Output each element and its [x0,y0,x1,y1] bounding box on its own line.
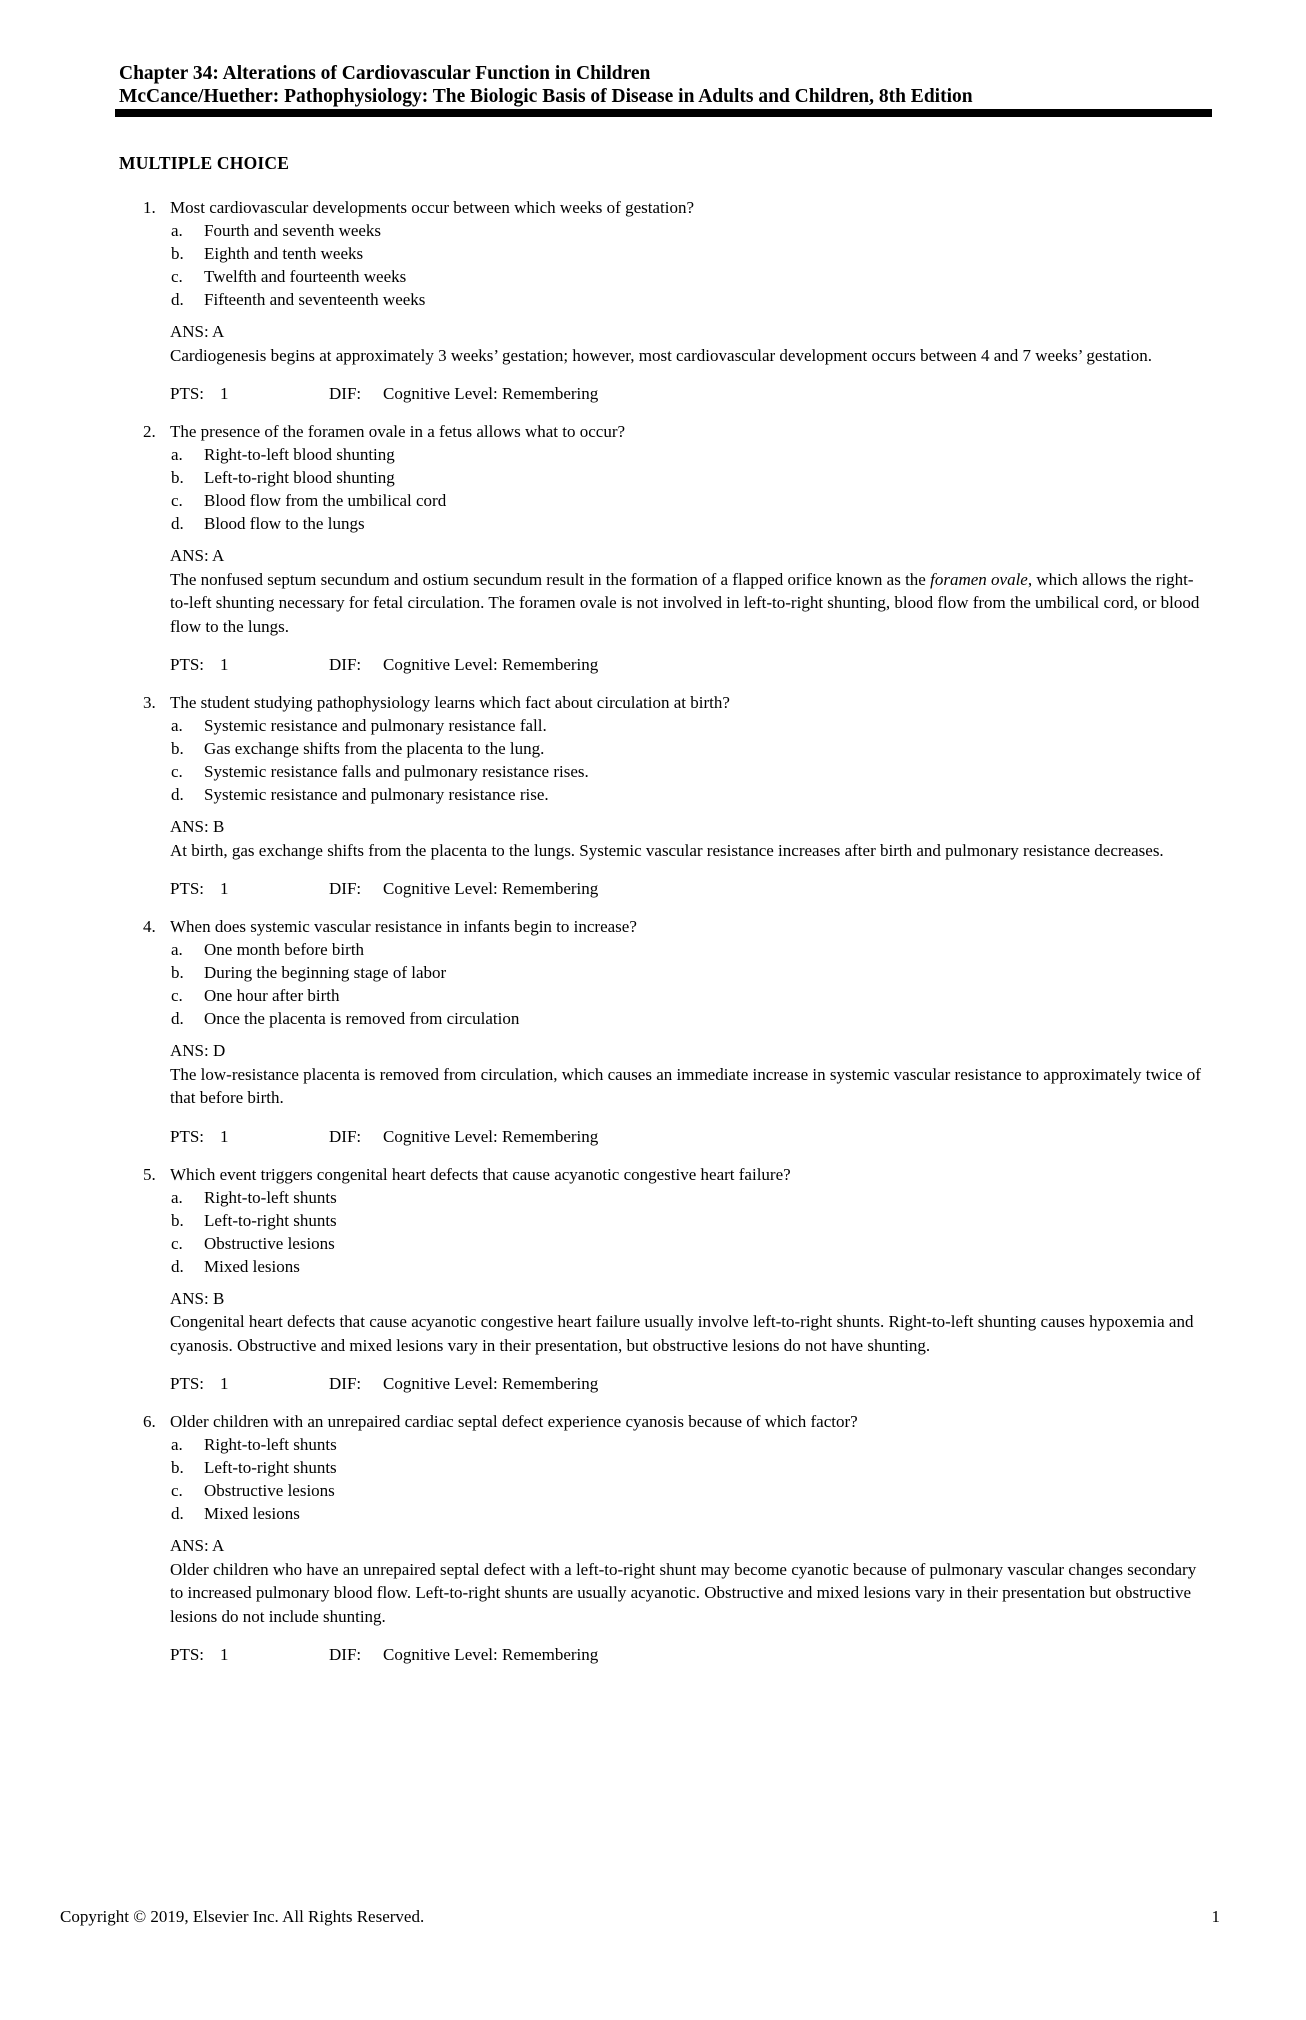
option-c [0,1232,1306,1255]
difficulty-value: Cognitive Level: Remembering [383,1126,599,1146]
question-stem: The presence of the foramen ovale in a fetus allows what to occur? [170,422,626,441]
question-stem: Older children with an unrepaired cardiac septal defect experience cyanosis because of which factor? [170,1412,858,1431]
answer-key: ANS: B [170,817,225,836]
question-2 [0,420,1306,676]
difficulty-value: Cognitive Level: Remembering [383,879,599,898]
question-stem: Which event triggers congenital heart defects that cause acyanotic congestive heart failure? [170,1164,791,1184]
rationale-text: , which allows the right-to-left shunting necessary for fetal circulation. The foramen ovale is not involved in left-to-right shunting, blood flow from the umbilical cord, or blood flow to the lungs. [170,569,1200,636]
difficulty-value: Cognitive Level: Remembering [383,1374,599,1393]
rationale: Older children who have an unrepaired septal defect with a left-to-right shunt may become cyanotic because of pulmonary vascular changes secondary to increased pulmonary blood flow. Left-to-right shunts are usually acyanotic. Obstructive and mixed lesions vary in their presentation but obstructive lesions do not include shunting. [170,1559,1197,1626]
option-text: Left-to-right blood shunting [204,468,395,487]
option-letter: d. [171,785,184,804]
section-title: MULTIPLE CHOICE [119,153,290,173]
points-label: PTS: [170,384,205,403]
question-number: 5. [143,1164,156,1184]
option-c [0,1479,1306,1502]
option-text: Blood flow from the umbilical cord [204,491,447,510]
option-text: One month before birth [204,940,365,959]
difficulty-label: DIF: [329,655,362,674]
option-b [0,1209,1306,1232]
difficulty-label: DIF: [329,1374,362,1393]
option-text: Blood flow to the lungs [204,514,365,533]
question-stem: When does systemic vascular resistance in infants begin to increase? [170,917,637,936]
answer-options [0,938,1306,1030]
option-text: Left-to-right shunts [204,1458,337,1477]
option-letter: c. [171,491,183,510]
option-text: Right-to-left shunts [204,1435,337,1454]
points-value: 1 [220,879,229,898]
option-letter: a. [171,716,183,735]
rationale: Cardiogenesis begins at approximately 3 weeks’ gestation; however, most cardiovascular development occurs between 4 and 7 weeks’ gestation. [170,345,1153,365]
page-header [119,62,1209,108]
points-difficulty [0,653,1306,676]
points-label: PTS: [170,655,205,674]
answer-block [0,544,1210,638]
option-d [0,1007,1306,1030]
answer-options [0,443,1306,535]
points-label: PTS: [170,1126,205,1146]
copyright-notice: Copyright © 2019, Elsevier Inc. All Rights Reserved. [60,1907,425,1926]
option-text: Right-to-left shunts [204,1187,337,1207]
difficulty-value: Cognitive Level: Remembering [383,655,599,674]
option-text: Obstructive lesions [204,1481,335,1500]
option-letter: d. [171,290,184,309]
question-3 [0,691,1306,900]
difficulty-label: DIF: [329,384,362,403]
rationale: At birth, gas exchange shifts from the placenta to the lungs. Systemic vascular resistance increases after birth and pulmonary resistance decreases. [170,840,1164,860]
option-d [0,512,1306,535]
page-number: 1 [1211,1907,1220,1926]
answer-options [0,219,1306,311]
option-a [0,443,1306,466]
answer-key: ANS: B [170,1288,225,1308]
option-letter: b. [171,1458,184,1477]
points-difficulty [0,1372,1306,1395]
option-text: Obstructive lesions [204,1233,335,1253]
rationale-text: The nonfused septum secundum and ostium secundum result in the formation of a flapped orifice known as the [170,569,931,589]
question-stem: The student studying pathophysiology learns which fact about circulation at birth? [170,693,730,712]
option-text: Systemic resistance and pulmonary resistance rise. [204,785,549,804]
option-d [0,288,1306,311]
option-text: Systemic resistance and pulmonary resistance fall. [204,716,547,735]
points-difficulty [0,1125,1306,1148]
option-d [0,783,1306,806]
difficulty-label: DIF: [329,1126,362,1146]
option-text: Fifteenth and seventeenth weeks [204,290,426,309]
option-text: Right-to-left blood shunting [204,445,395,464]
option-letter: a. [171,940,183,959]
option-text: Left-to-right shunts [204,1210,337,1230]
chapter-title: Chapter 34: Alterations of Cardiovascular Function in Children [119,63,651,84]
answer-key: ANS: A [170,1536,225,1555]
option-a [0,219,1306,242]
option-a [0,714,1306,737]
question-number: 3. [143,693,156,712]
option-letter: d. [171,1504,184,1523]
option-text: Eighth and tenth weeks [204,244,364,263]
answer-key: ANS: A [170,322,225,341]
rationale [170,568,1210,639]
answer-options [0,1186,1306,1278]
points-value: 1 [220,1126,229,1146]
rationale: Congenital heart defects that cause acyanotic congestive heart failure usually involve left-to-right shunts. Right-to-left shunting causes hypoxemia and cyanosis. Obstructive and mixed lesions vary in their presentation, but obstructive lesions do not have shunting. [170,1312,1194,1355]
points-difficulty [0,382,1306,405]
answer-block [0,1287,1210,1358]
difficulty-value: Cognitive Level: Remembering [383,384,599,403]
option-letter: a. [171,1187,183,1207]
option-text: Mixed lesions [204,1504,300,1523]
option-letter: c. [171,267,183,286]
option-c [0,489,1306,512]
rationale: The low-resistance placenta is removed from circulation, which causes an immediate increase in systemic vascular resistance to approximately twice of that before birth. [170,1064,1201,1107]
option-c [0,984,1306,1007]
option-a [0,938,1306,961]
book-title: McCance/Huether: Pathophysiology: The Biologic Basis of Disease in Adults and Children, 8th Edition [119,86,973,107]
question-6 [0,1410,1306,1666]
option-letter: a. [171,1435,183,1454]
difficulty-label: DIF: [329,879,362,898]
option-letter: a. [171,445,183,464]
points-label: PTS: [170,1645,205,1664]
option-letter: c. [171,1233,183,1253]
option-b [0,737,1306,760]
answer-options [0,714,1306,806]
option-letter: c. [171,1481,183,1500]
answer-block [0,1534,1210,1628]
rationale-italic-term: foramen ovale [930,569,1028,589]
question-5 [0,1163,1306,1396]
answer-options [0,1433,1306,1525]
points-label: PTS: [170,879,205,898]
option-letter: b. [171,468,184,487]
option-letter: b. [171,739,184,758]
difficulty-value: Cognitive Level: Remembering [383,1645,599,1664]
option-letter: d. [171,1256,184,1276]
option-a [0,1433,1306,1456]
question-number: 1. [143,198,156,217]
option-b [0,242,1306,265]
option-text: Twelfth and fourteenth weeks [204,267,407,286]
option-letter: a. [171,221,183,240]
difficulty-label: DIF: [329,1645,362,1664]
question-list [0,196,1306,1681]
question-number: 2. [143,422,156,441]
header-divider [115,109,1212,117]
points-difficulty [0,1643,1306,1666]
option-text: Once the placenta is removed from circulation [204,1009,520,1028]
option-letter: d. [171,1009,184,1028]
answer-key: ANS: D [170,1041,226,1060]
answer-block [0,815,1210,862]
option-letter: b. [171,244,184,263]
points-value: 1 [220,1374,229,1393]
option-text: Mixed lesions [204,1256,300,1276]
question-number: 6. [143,1412,156,1431]
option-c [0,760,1306,783]
points-value: 1 [220,1645,229,1664]
question-number: 4. [143,917,156,936]
option-text: Systemic resistance falls and pulmonary resistance rises. [204,762,589,781]
answer-block [0,1039,1210,1110]
option-c [0,265,1306,288]
option-b [0,1456,1306,1479]
answer-key: ANS: A [170,546,225,565]
option-text: Fourth and seventh weeks [204,221,382,240]
option-letter: c. [171,762,183,781]
points-label: PTS: [170,1374,205,1393]
option-letter: b. [171,1210,184,1230]
points-value: 1 [220,384,229,403]
option-b [0,466,1306,489]
question-4 [0,915,1306,1148]
question-1 [0,196,1306,405]
option-letter: c. [171,986,183,1005]
option-a [0,1186,1306,1209]
option-letter: d. [171,514,184,533]
option-d [0,1502,1306,1525]
option-text: Gas exchange shifts from the placenta to the lung. [204,739,545,758]
points-difficulty [0,877,1306,900]
question-stem: Most cardiovascular developments occur between which weeks of gestation? [170,198,694,217]
option-letter: b. [171,963,184,982]
option-text: During the beginning stage of labor [204,963,447,982]
option-d [0,1255,1306,1278]
option-text: One hour after birth [204,986,340,1005]
answer-block [0,320,1210,367]
points-value: 1 [220,655,229,674]
option-b [0,961,1306,984]
